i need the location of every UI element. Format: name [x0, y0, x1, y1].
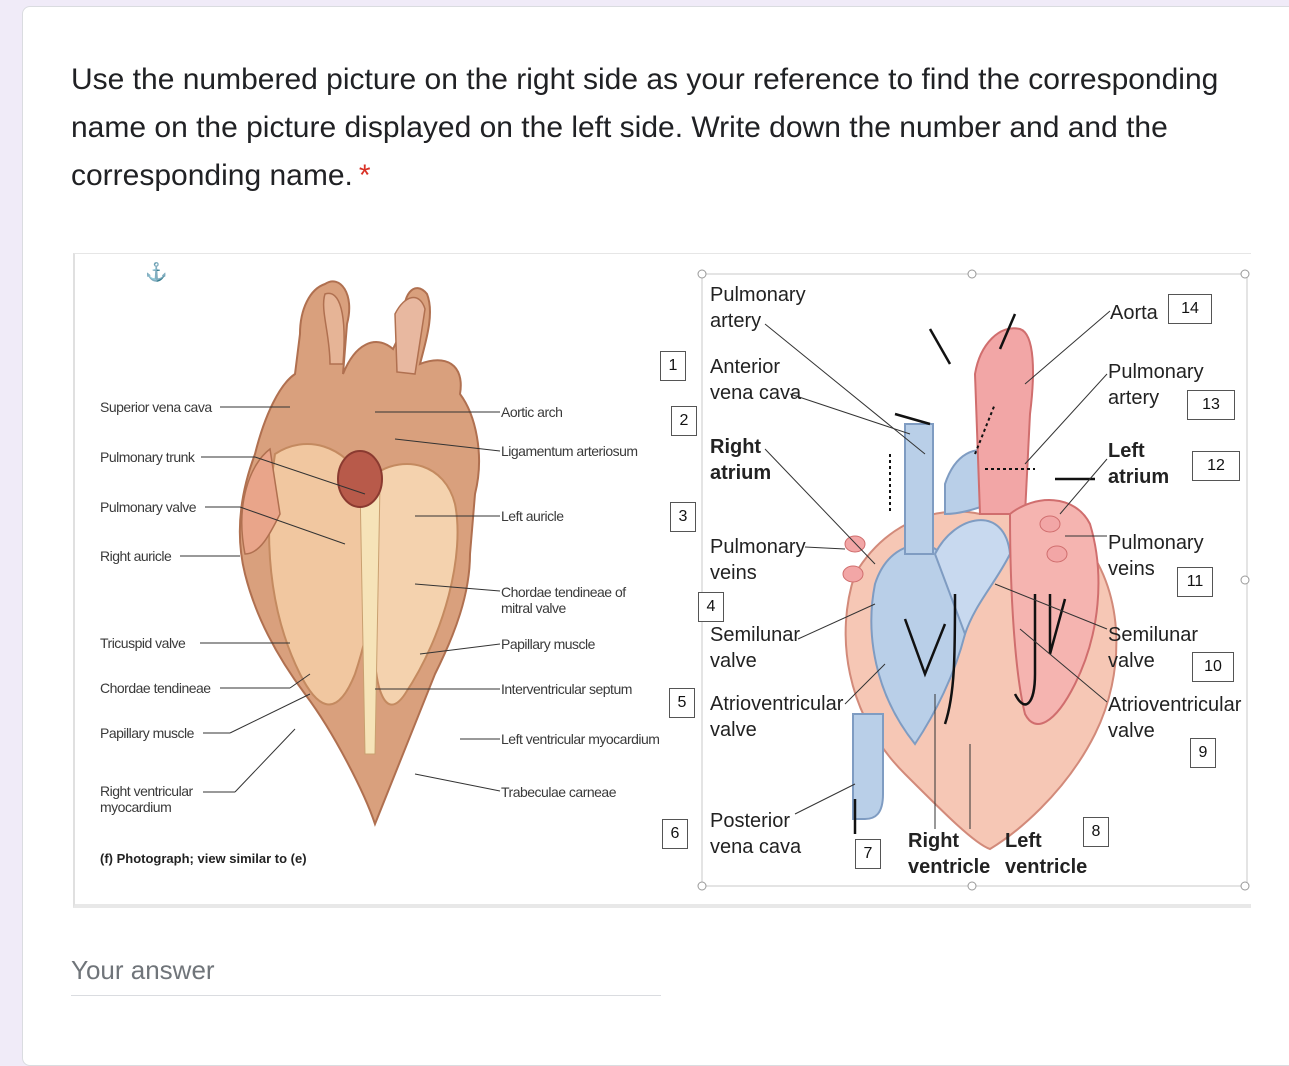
question-title: [71, 56, 1231, 200]
figure-caption: (f) Photograph; view similar to (e): [100, 851, 307, 866]
number-box-5: 5: [669, 688, 695, 718]
label-posterior-vena-cava: Posterior vena cava: [710, 810, 802, 858]
label-semilunar-valve-right: Semilunar valve: [1108, 624, 1199, 672]
number-box-11: 11: [1177, 567, 1213, 597]
label-pulmonary-valve: Pulmonary valve: [100, 499, 196, 515]
label-right-ventricle: Right ventricle: [908, 830, 991, 878]
number-box-2: 2: [671, 406, 697, 436]
label-pulmonary-veins-left: Pulmonary veins: [710, 536, 806, 584]
label-pulmonary-trunk: Pulmonary trunk: [100, 449, 195, 465]
label-papillary-muscle-right: Papillary muscle: [501, 636, 595, 652]
number-box-12: 12: [1192, 451, 1240, 481]
number-box-6: 6: [662, 819, 688, 849]
label-right-ventricular-myocardium: Right ventricular myocardium: [100, 783, 193, 815]
answer-underline: [71, 995, 661, 996]
label-chordae-tendineae-left: Chordae tendineae: [100, 680, 211, 696]
label-left-ventricle: Left ventricle: [1005, 830, 1088, 878]
answer-input[interactable]: [71, 950, 665, 996]
label-left-auricle: Left auricle: [501, 508, 564, 524]
label-pulmonary-artery-right: Pulmonary artery: [1108, 361, 1204, 409]
label-pulmonary-artery-left: Pulmonary artery: [710, 284, 806, 332]
label-chordae-tendineae-mitral: Chordae tendineae of mitral valve: [501, 584, 626, 616]
question-text: Use the numbered picture on the right side as your reference to find the corresponding name on the picture displayed on the left side. Write down the number and and the corresponding name.: [71, 63, 1219, 192]
number-box-3: 3: [670, 502, 696, 532]
question-image: [73, 253, 1251, 908]
label-tricuspid-valve: Tricuspid valve: [100, 635, 186, 651]
number-box-8: 8: [1083, 817, 1109, 847]
anchor-icon: ⚓: [145, 262, 168, 282]
label-right-auricle: Right auricle: [100, 548, 172, 564]
required-asterisk: *: [358, 159, 371, 192]
label-aortic-arch: Aortic arch: [501, 404, 563, 420]
label-atrioventricular-valve-right: Atrioventricular valve: [1108, 694, 1242, 742]
label-left-ventricular-myocardium: Left ventricular myocardium: [501, 731, 660, 747]
label-left-atrium: Left atrium: [1108, 440, 1170, 488]
number-box-10: 10: [1192, 652, 1234, 682]
label-right-atrium: Right atrium: [710, 436, 772, 484]
label-ligamentum-arteriosum: Ligamentum arteriosum: [501, 443, 638, 459]
number-box-7: 7: [855, 839, 881, 869]
number-box-9: 9: [1190, 738, 1216, 768]
answer-placeholder: Your answer: [71, 955, 215, 985]
heart-photograph: [240, 281, 479, 824]
label-anterior-vena-cava: Anterior vena cava: [710, 356, 802, 404]
label-trabeculae-carneae: Trabeculae carneae: [501, 784, 617, 800]
number-box-4: 4: [698, 592, 724, 622]
number-box-13: 13: [1187, 390, 1235, 420]
label-atrioventricular-valve-left: Atrioventricular valve: [710, 693, 844, 741]
number-box-14: 14: [1168, 294, 1212, 324]
label-papillary-muscle-left: Papillary muscle: [100, 725, 194, 741]
label-interventricular-septum: Interventricular septum: [501, 681, 632, 697]
label-pulmonary-veins-right: Pulmonary veins: [1108, 532, 1204, 580]
label-aorta: Aorta: [1110, 302, 1158, 324]
label-semilunar-valve-left: Semilunar valve: [710, 624, 801, 672]
number-box-1: 1: [660, 351, 686, 381]
label-superior-vena-cava: Superior vena cava: [100, 399, 212, 415]
